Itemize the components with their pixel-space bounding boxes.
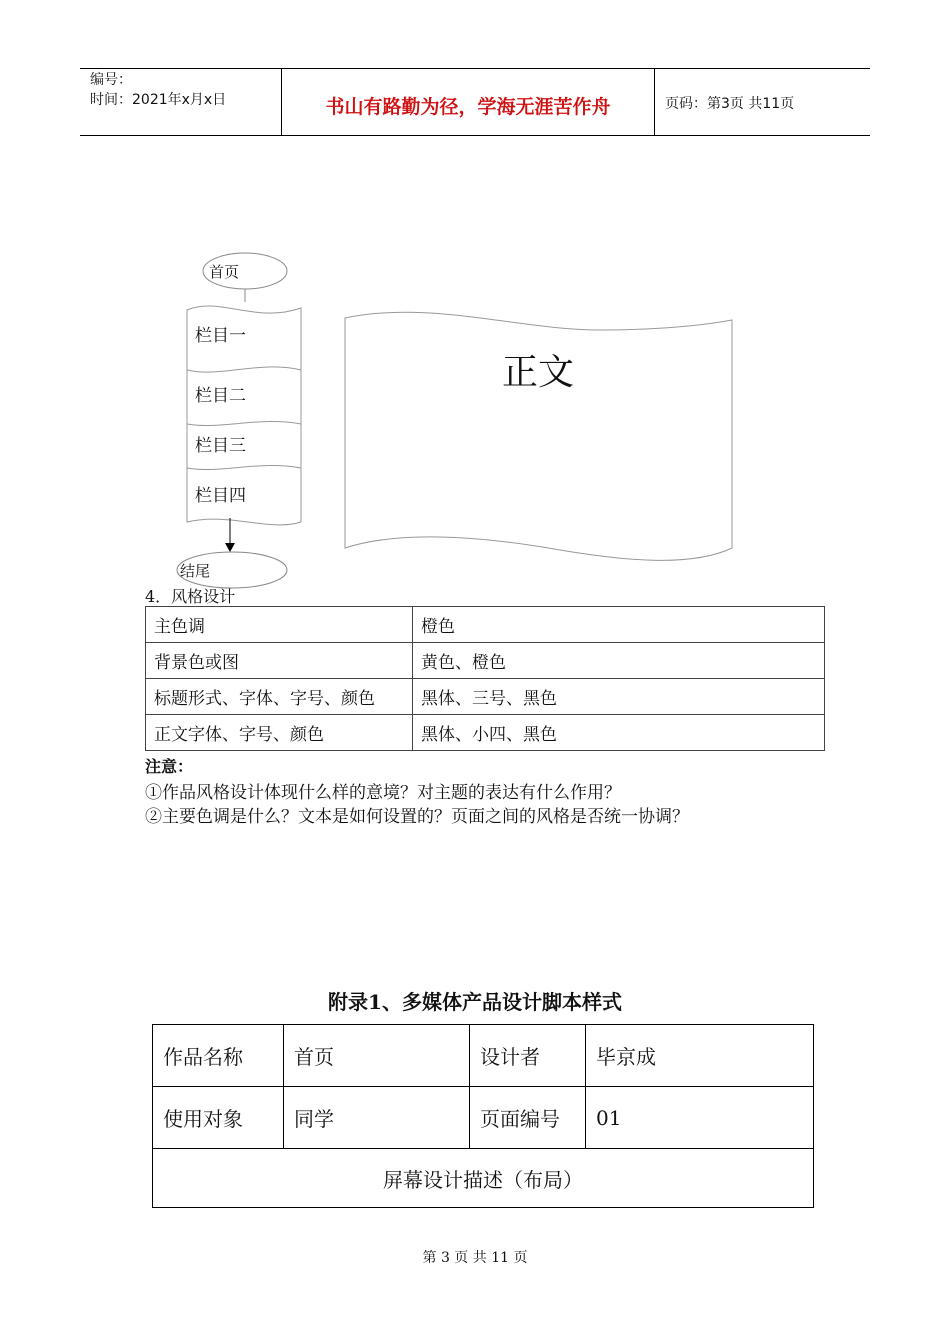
table-row xyxy=(146,715,825,751)
column-label-2: 栏目二 xyxy=(195,386,246,406)
start-node-label: 首页 xyxy=(209,263,240,281)
style-value: 黑体、小四、黑色 xyxy=(413,715,825,751)
table-row xyxy=(153,1087,814,1149)
document-time-label: 时间：2021年x月x日 xyxy=(90,92,227,108)
style-key: 标题形式、字体、字号、颜色 xyxy=(146,679,413,715)
table-row xyxy=(146,643,825,679)
page-number-value: 01 xyxy=(586,1087,814,1149)
style-key: 正文字体、字号、颜色 xyxy=(146,715,413,751)
page-number-label: 页面编号 xyxy=(470,1087,586,1149)
column-label-4: 栏目四 xyxy=(195,486,246,506)
header-page-label: 页码：第3页 共11页 xyxy=(665,96,795,112)
flowchart-diagram xyxy=(0,0,950,600)
column-label-3: 栏目三 xyxy=(195,436,246,456)
table-row xyxy=(146,607,825,643)
table-row xyxy=(146,679,825,715)
notes-title: 注意： xyxy=(145,757,194,776)
style-key: 主色调 xyxy=(146,607,413,643)
header-motto: 书山有路勤为径，学海无涯苦作舟 xyxy=(325,96,611,118)
table-row xyxy=(153,1149,814,1208)
note-item-1: ①作品风格设计体现什么样的意境？对主题的表达有什么作用？ xyxy=(145,783,621,803)
column-label-1: 栏目一 xyxy=(195,326,246,346)
column-divider-3 xyxy=(187,465,301,469)
style-table xyxy=(145,606,825,751)
document-number-label: 编号： xyxy=(90,72,132,88)
style-value: 黑体、三号、黑色 xyxy=(413,679,825,715)
column-divider-1 xyxy=(187,367,301,372)
style-value: 橙色 xyxy=(413,607,825,643)
body-area-label: 正文 xyxy=(502,352,575,393)
screen-design-description: 屏幕设计描述（布局） xyxy=(153,1149,814,1208)
work-name-label: 作品名称 xyxy=(153,1025,284,1087)
style-value: 黄色、橙色 xyxy=(413,643,825,679)
end-node-label: 结尾 xyxy=(180,562,211,580)
audience-label: 使用对象 xyxy=(153,1087,284,1149)
table-row xyxy=(153,1025,814,1087)
audience-value: 同学 xyxy=(284,1087,470,1149)
script-table xyxy=(152,1024,814,1208)
column-divider-2 xyxy=(187,421,301,425)
style-key: 背景色或图 xyxy=(146,643,413,679)
appendix-title: 附录1、多媒体产品设计脚本样式 xyxy=(328,990,622,1014)
page-footer: 第 3 页 共 11 页 xyxy=(422,1250,528,1266)
designer-value: 毕京成 xyxy=(586,1025,814,1087)
note-item-2: ②主要色调是什么？文本是如何设置的？页面之间的风格是否统一协调？ xyxy=(145,807,689,827)
work-name-value: 首页 xyxy=(284,1025,470,1087)
arrow-down-icon xyxy=(225,543,235,552)
designer-label: 设计者 xyxy=(470,1025,586,1087)
style-section-title: 4．风格设计 xyxy=(145,587,236,606)
